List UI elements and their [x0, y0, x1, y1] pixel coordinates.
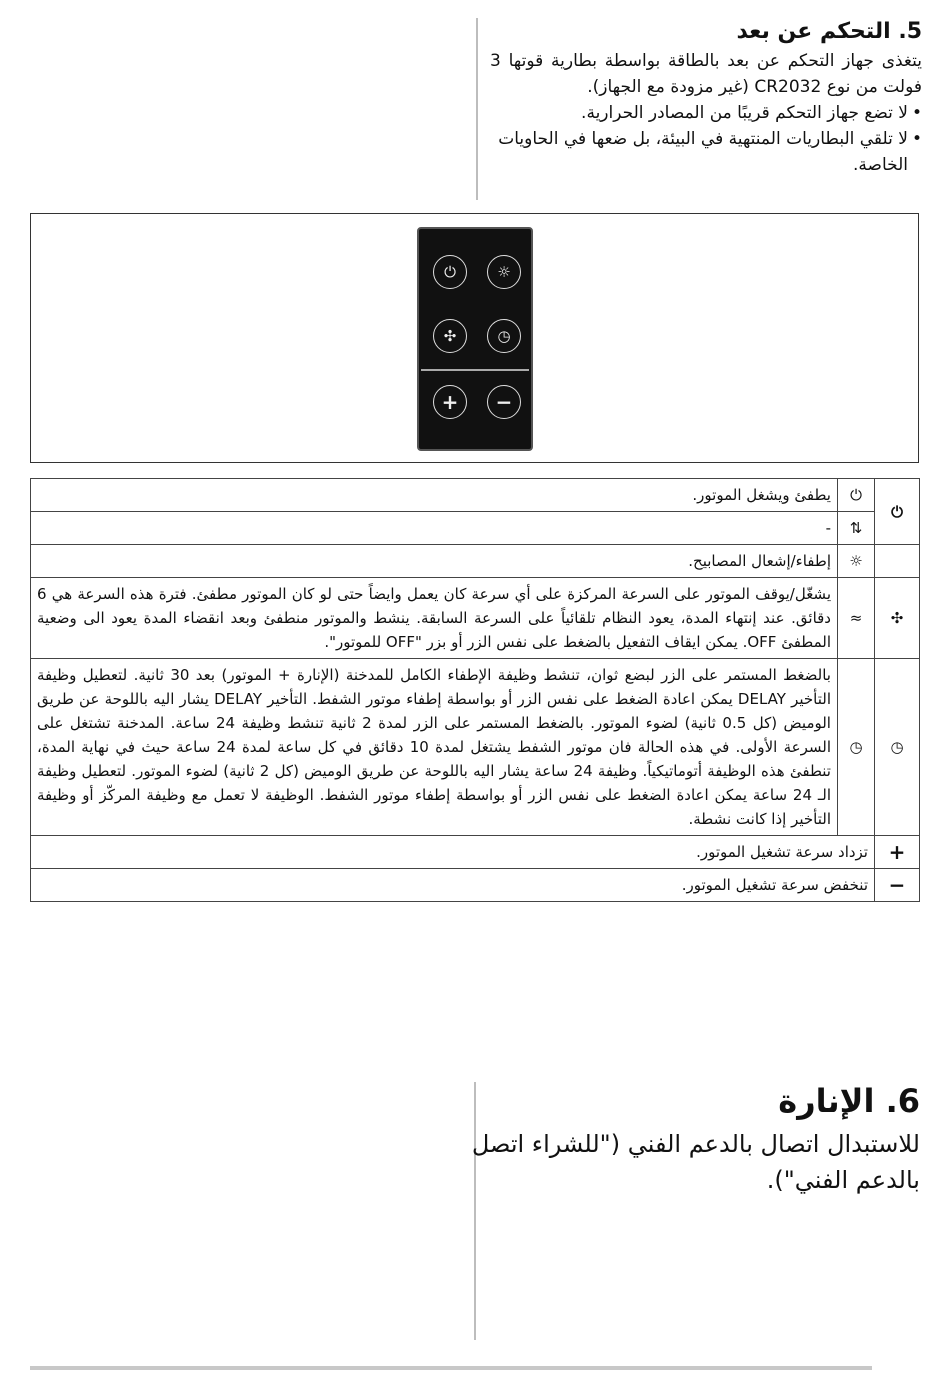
fan-icon: ✣	[875, 578, 920, 659]
light-icon: ☼	[838, 545, 875, 578]
minus-icon: −	[487, 385, 521, 419]
bullet-list	[490, 100, 922, 178]
bullet-item: • لا تضع جهاز التحكم قريبًا من المصادر الحرارية.	[490, 100, 908, 126]
section-body: للاستبدال اتصال بالدعم الفني ("للشراء اتصل بالدعم الفني").	[471, 1130, 920, 1194]
function-text: -	[31, 512, 838, 545]
minus-icon: −	[875, 869, 920, 902]
function-text: يطفئ ويشغل الموتور.	[31, 479, 838, 512]
power-icon: ⏻	[433, 255, 467, 289]
function-text: تزداد سرعة تشغيل الموتور.	[31, 836, 875, 869]
section-lighting	[470, 1080, 920, 1198]
power-icon: ⏻	[875, 479, 920, 545]
table-row	[31, 545, 920, 578]
plus-icon: +	[875, 836, 920, 869]
section-remote-control	[490, 18, 922, 178]
table-row	[31, 578, 920, 659]
timer-icon: ◷	[875, 659, 920, 836]
light-icon: ☼	[487, 255, 521, 289]
table-row	[31, 512, 920, 545]
table-row	[31, 479, 920, 512]
remote-illustration-frame	[30, 213, 919, 463]
section-title: 6. الإنارة	[778, 1082, 920, 1120]
power-icon: ⏻	[838, 479, 875, 512]
functions-table	[30, 478, 920, 902]
bullet-item: • لا تلقي البطاريات المنتهية في البيئة، بل ضعها في الحاويات الخاصة.	[490, 126, 908, 178]
section-body: يتغذى جهاز التحكم عن بعد بالطاقة بواسطة بطارية قوتها 3 فولت من نوع CR2032 (غير مزودة مع الجهاز).	[490, 51, 922, 97]
plus-icon: +	[433, 385, 467, 419]
section-title: 5. التحكم عن بعد	[736, 19, 922, 44]
column-divider-top	[476, 18, 478, 200]
remote-control-image	[417, 227, 533, 451]
timer-icon: ◷	[487, 319, 521, 353]
function-text: تنخفض سرعة تشغيل الموتور.	[31, 869, 875, 902]
table-row	[31, 869, 920, 902]
table-row	[31, 836, 920, 869]
timer-icon: ◷	[838, 659, 875, 836]
page-bottom-rule	[30, 1366, 872, 1370]
table-row	[31, 659, 920, 836]
swap-arrows-icon: ⇅	[838, 512, 875, 545]
empty-icon-cell	[875, 545, 920, 578]
function-text: بالضغط المستمر على الزر لبضع ثوان، تنشط وظيفة الإطفاء الكامل للمدخنة (الإنارة + الموتور) بعد 30 ثانية. لتعطيل وظيفة التأخير DELAY يمكن اعادة الضغط على نفس الزر أو بواسطة إطفاء موتور الشفط. التأخير DELAY يشار اليه باللوحة عن طريق الوميض (كل 0.5 ثانية) لضوء الموتور. بالضغط المستمر على الزر لمدة 2 ثانية تنشط وظيفة 24 ساعة. المدخنة تشتغل على السرعة الأولى. في هذه الحالة فان موتور الشفط يشتغل لمدة 10 دقائق في كل ساعة لمدة 24 ساعة حيث في نهاية المدة، تنطفئ هذه الوظيفة أتوماتيكياً. وظيفة 24 ساعة يشار اليه باللوحة عن طريق الوميض (كل 2 ثانية) لضوء الموتور. لتعطيل وظيفة الـ 24 ساعة يمكن اعادة الضغط على نفس الزر أو بواسطة إطفاء موتور الشفط. الوظيفة لا تعمل مع وظيفة المركّز أو وظيفة التأخير إذا كانت نشطة.	[31, 659, 838, 836]
boost-icon: ≈	[838, 578, 875, 659]
function-text: إطفاء/إشعال المصابيح.	[31, 545, 838, 578]
remote-divider	[421, 369, 529, 371]
fan-icon: ✣	[433, 319, 467, 353]
function-text: يشغّل/يوقف الموتور على السرعة المركزة على أي سرعة كان يعمل وايضاً حتى لو كان الموتور مطفئ. فترة هذه السرعة هي 6 دقائق. عند إنتهاء المدة، يعود النظام تلقائياً على السرعة السابقة. ينشط والموتور منطفئ وبعد انقضاء المدة يعود الى وضعية المطفئ OFF. يمكن ايقاف التفعيل بالضغط على نفس الزر أو بزر "OFF للموتور".	[31, 578, 838, 659]
